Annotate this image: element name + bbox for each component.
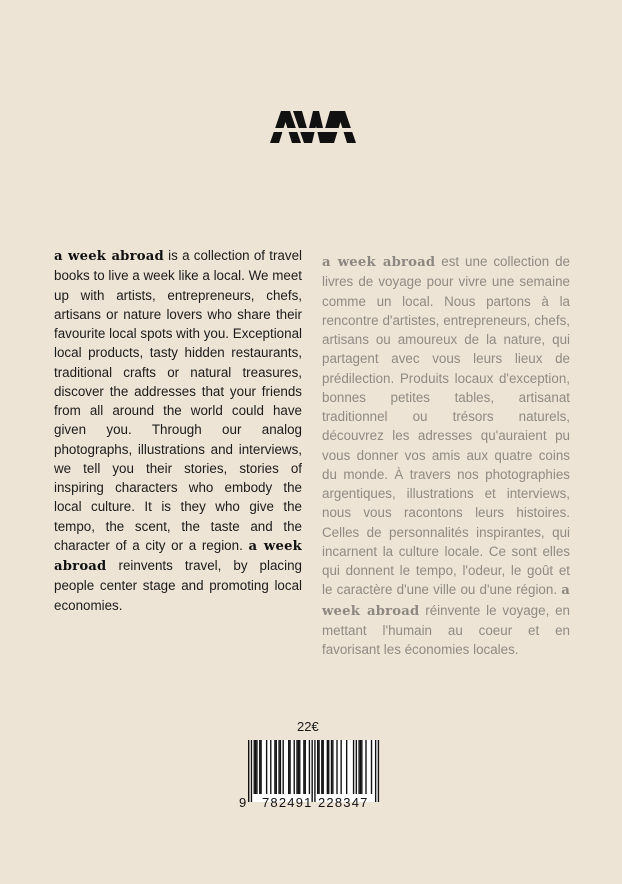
- barcode-group-2: 228347: [318, 795, 369, 810]
- barcode-bar: [283, 740, 284, 794]
- barcode-bar: [314, 740, 315, 802]
- barcode-bar: [255, 740, 256, 794]
- barcode-bar: [371, 740, 372, 794]
- barcode-bar: [274, 740, 275, 794]
- barcode-first-digit: 9: [239, 795, 247, 810]
- barcode-bar: [378, 740, 379, 802]
- description-text: est une collection de livres de voyage pour vivre une semaine comme un local. Nous partons à la rencontre d'artistes, entrepreneurs, chefs, artisans ou amoureux de la nature, qui partagent avec vous leurs lieux de prédilection. Produits locaux d'exception, bonnes petites tables, artisanat traditionnel ou trésors naturels, découvrez les adresses qu'auraient pu vous donner vos amis aux quatre coins du monde. À travers nos photographies argentiques, illustrations et interviews, nous vous racontons leurs histoires. Celles de personnalités inspirantes, qui incarnent la culture locale. Ce sont elles qui donnent le tempo, l'odeur, le goût et le caractère d'une ville ou d'une région.: [322, 254, 570, 598]
- barcode-bar: [332, 740, 333, 794]
- description-text: reinvents travel, by placing people center stage and promoting local economies.: [54, 558, 302, 613]
- barcode-bar: [270, 740, 271, 794]
- barcode-bar: [288, 740, 289, 794]
- price-label: 22€: [297, 719, 319, 734]
- barcode-bar: [360, 740, 361, 794]
- barcode-bar: [276, 740, 277, 794]
- barcode-bar: [254, 740, 255, 794]
- barcode-bar: [280, 740, 281, 794]
- french-description: [322, 252, 570, 659]
- barcode-bar: [361, 740, 362, 794]
- barcode-bar: [346, 740, 347, 794]
- awa-logo-icon: [270, 111, 356, 143]
- barcode-bar: [311, 740, 312, 802]
- barcode-bar: [309, 740, 310, 794]
- barcode-bar: [256, 740, 257, 794]
- barcode-bar: [294, 740, 295, 794]
- barcode-bar: [336, 740, 337, 794]
- barcode-bar: [298, 740, 299, 794]
- barcode-bar: [266, 740, 267, 794]
- barcode-bar: [321, 740, 322, 794]
- barcode-bar: [327, 740, 328, 794]
- barcode-bar: [353, 740, 354, 794]
- barcode-bar: [331, 740, 332, 794]
- barcode-bar: [365, 740, 366, 794]
- barcode-bar: [260, 740, 261, 794]
- brand-name: a week abroad: [322, 583, 570, 619]
- barcode-bar: [303, 740, 304, 794]
- barcode-bar: [356, 740, 357, 794]
- barcode-bar: [305, 740, 306, 794]
- barcode-bar: [299, 740, 300, 794]
- brand-name: a week abroad: [54, 538, 303, 574]
- awa-logo: [270, 111, 356, 143]
- barcode-group-1: 782491: [262, 795, 313, 810]
- barcode-bar: [323, 740, 324, 794]
- barcode-bar: [375, 740, 376, 802]
- barcode-bar: [358, 740, 359, 794]
- brand-name: a week abroad: [322, 255, 436, 270]
- description-text: is a collection of travel books to live a week like a local. We meet up with artists, entrepreneurs, chefs, artisans or nature lovers who share their favourite local spots with you. Exceptional local products, tasty hidden restaurants, traditional crafts or natural treasures, discover the addresses that your friends from all around the world could have given you. Through our analog photographs, illustrations and interviews, we tell you their stories, stories of inspiring characters who embody the local culture. It is they who give the tempo, the scent, the taste and the character of a city or a region.: [54, 248, 302, 553]
- barcode-bar: [318, 740, 319, 794]
- barcode-bar: [340, 740, 341, 794]
- barcode-bar: [259, 740, 260, 794]
- barcode-bar: [317, 740, 318, 794]
- barcode-bar: [289, 740, 290, 794]
- barcode-bar: [248, 740, 249, 802]
- barcode-bar: [278, 740, 279, 794]
- description-text: réinvente le voyage, en mettant l'humain au coeur et en favorisant les économies locales.: [322, 602, 570, 657]
- english-description: [54, 246, 302, 615]
- barcode-bar: [251, 740, 252, 802]
- barcode-bar: [328, 740, 329, 794]
- brand-name: a week abroad: [54, 249, 164, 264]
- barcode-bar: [296, 740, 297, 794]
